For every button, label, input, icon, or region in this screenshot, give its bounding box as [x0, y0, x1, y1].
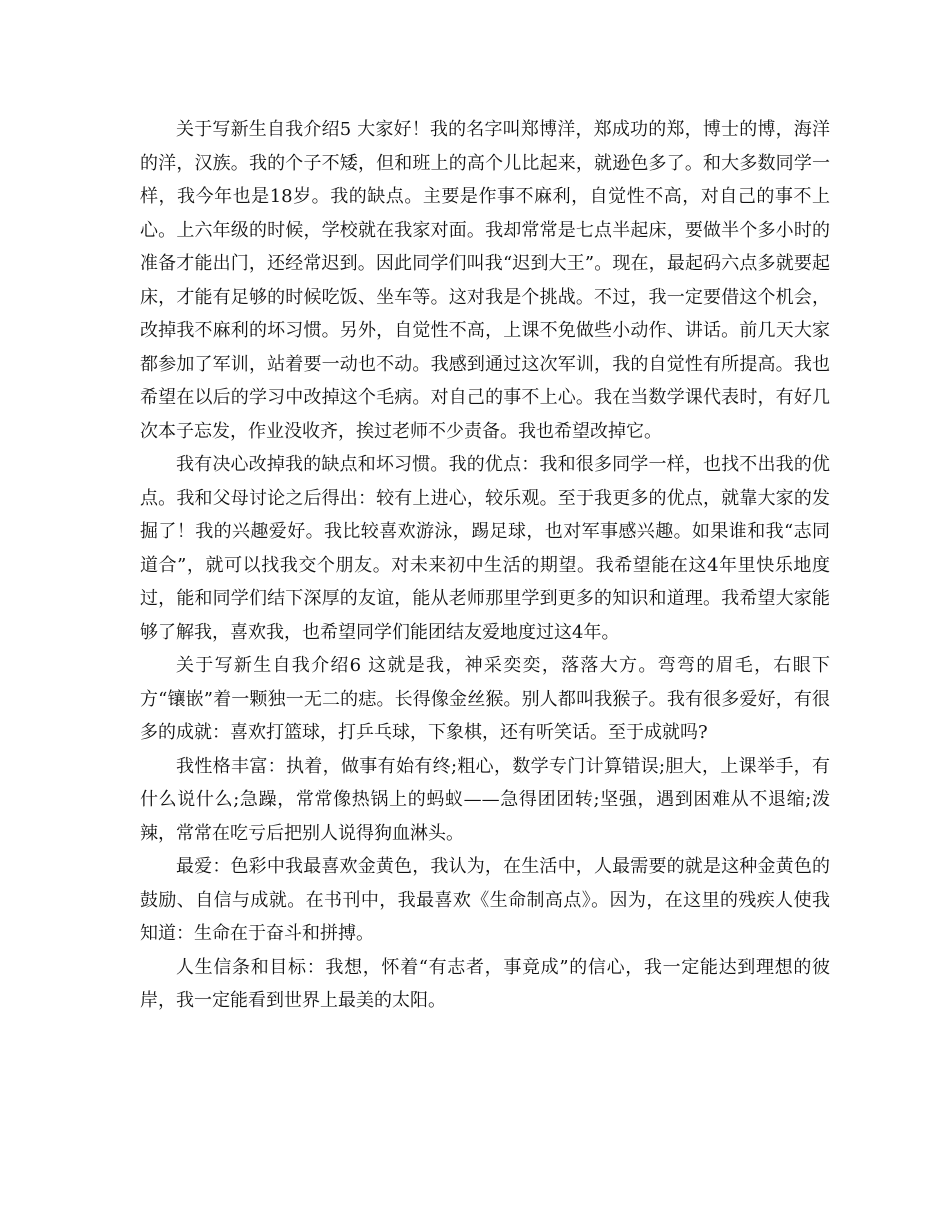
- paragraph-personality: 我性格丰富：执着，做事有始有终;粗心，数学专门计算错误;胆大，上课举手，有什么说什么;急躁，常常像热锅上的蚂蚁——急得团团转;坚强，遇到困难从不退缩;泼辣，常常在吃亏后把别人说得狗血淋头。: [140, 755, 830, 844]
- paragraph-intro-5: 关于写新生自我介绍5 大家好！我的名字叫郑博洋，郑成功的郑，博士的博，海洋的洋，汉族。我的个子不矮，但和班上的高个儿比起来，就逊色多了。和大多数同学一样，我今年也是18岁。我的缺点。主要是作事不麻利，自觉性不高，对自己的事不上心。上六年级的时候，学校就在我家对面。我却常常是七点半起床，要做半个多小时的准备才能出门，还经常迟到。因此同学们叫我“迟到大王”。现在，最起码六点多就要起床，才能有足够的时候吃饭、坐车等。这对我是个挑战。不过，我一定要借这个机会，改掉我不麻利的坏习惯。另外，自觉性不高，上课不免做些小动作、讲话。前几天大家都参加了军训，站着要一动也不动。我感到通过这次军训，我的自觉性有所提高。我也希望在以后的学习中改掉这个毛病。对自己的事不上心。我在当数学课代表时，有好几次本子忘发，作业没收齐，挨过老师不少责备。我也希望改掉它。: [140, 119, 830, 442]
- paragraph-intro-6: 关于写新生自我介绍6 这就是我，神采奕奕，落落大方。弯弯的眉毛，右眼下方“镶嵌”着一颗独一无二的痣。长得像金丝猴。别人都叫我猴子。我有很多爱好，有很多的成就：喜欢打篮球，打乒乓球，下象棋，还有听笑话。至于成就吗?: [140, 655, 830, 743]
- document-body: [140, 113, 830, 1018]
- paragraph-favorites: 最爱：色彩中我最喜欢金黄色，我认为，在生活中，人最需要的就是这种金黄色的鼓励、自信与成就。在书刊中，我最喜欢《生命制高点》。因为，在这里的残疾人使我知道：生命在于奋斗和拼搏。: [140, 856, 830, 944]
- paragraph-motto: 人生信条和目标：我想，怀着“有志者，事竟成”的信心，我一定能达到理想的彼岸，我一定能看到世界上最美的太阳。: [140, 956, 830, 1011]
- paragraph-resolve: 我有决心改掉我的缺点和坏习惯。我的优点：我和很多同学一样，也找不出我的优点。我和父母讨论之后得出：较有上进心，较乐观。至于我更多的优点，就靠大家的发掘了！我的兴趣爱好。我比较喜欢游泳，踢足球，也对军事感兴趣。如果谁和我“志同道合”，就可以找我交个朋友。对未来初中生活的期望。我希望能在这4年里快乐地度过，能和同学们结下深厚的友谊，能从老师那里学到更多的知识和道理。我希望大家能够了解我，喜欢我，也希望同学们能团结友爱地度过这4年。: [140, 454, 830, 643]
